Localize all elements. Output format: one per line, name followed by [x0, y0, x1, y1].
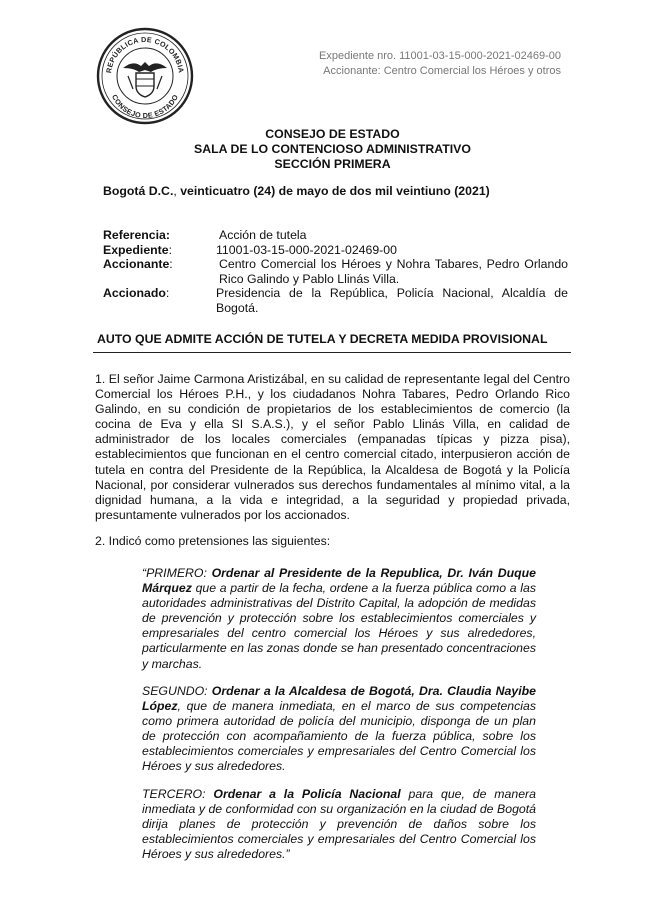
consejo-de-estado-seal-logo — [95, 26, 195, 126]
court-section: SECCIÓN PRIMERA — [274, 157, 391, 171]
expediente-value: 11001-03-15-000-2021-02469-00 — [216, 242, 397, 257]
document-date: Bogotá D.C., veinticuatro (24) de mayo de dos mil veintiuno (2021) — [103, 184, 490, 198]
paragraph-1: 1. El señor Jaime Carmona Aristizábal, en su calidad de representante legal del Centro Comercial los Héroes P.H., y los ciudadanos Nohra Tabares, Pedro Orlando Rico Galindo, en su condición de propietarios de los establecimientos de comercio (la cocina de Eva y ella SI S.A.S.), y el señor Pablo Llinás Villa, en calidad de administrador de los locales comerciales (empanadas típicas y pizza pisa), establecimientos que funcionan en el centro comercial citado, interpusieron acción de tutela en contra del Presidente de la República, la Alcaldesa de Bogotá y la Policía Nacional, por considerar vulnerados sus derechos fundamentales al mínimo vital, a la dignidad humana, a la vida e integridad, a la seguridad y propiedad privada, presuntamente vulnerados por los accionados. — [95, 372, 570, 522]
pretension-tercero — [142, 787, 536, 862]
reference-block — [103, 228, 568, 315]
segundo-bold: Ordenar a la Alcaldesa de Bogotá, Dra. Claudia Nayibe López — [142, 684, 536, 714]
tercero-bold: Ordenar a la Policía Nacional — [213, 787, 401, 801]
expediente-key: Expediente — [103, 242, 169, 257]
pretension-primero — [142, 566, 536, 672]
primero-lead: “PRIMERO: — [142, 566, 212, 580]
segundo-text: , que de manera inmediata, en el marco de sus competencias como primera autoridad de policía del municipio, disponga de un plan de protección con acompañamiento de la fuerza pública, sobre los establecimientos comerciales y empresariales del Centro Comercial los Héroes y sus alrededores. — [142, 699, 536, 774]
reference-value: Acción de tutela — [219, 228, 307, 242]
header-accionante: Accionante: Centro Comercial los Héroes y otros — [323, 65, 561, 77]
accionado-value: Presidencia de la República, Policía Nacional, Alcaldía de Bogotá. — [216, 286, 568, 315]
auto-title: AUTO QUE ADMITE ACCIÓN DE TUTELA Y DECRETA MEDIDA PROVISIONAL — [97, 332, 548, 346]
pretension-segundo — [142, 684, 536, 775]
paragraph-2: 2. Indicó como pretensiones las siguientes: — [95, 534, 331, 548]
court-name: CONSEJO DE ESTADO — [265, 127, 400, 141]
reference-row — [103, 228, 568, 243]
accionado-key-wrap — [103, 286, 216, 315]
expediente-key-wrap — [103, 243, 216, 258]
svg-text:REPÚBLICA DE COLOMBIA: REPÚBLICA DE COLOMBIA — [104, 34, 186, 74]
accionante-key: Accionante — [103, 257, 170, 271]
segundo-lead: SEGUNDO: — [142, 684, 212, 698]
court-heading — [0, 127, 665, 172]
accionante-value: Centro Comercial los Héroes y Nohra Tabares, Pedro Orlando Rico Galindo y Pablo Llinás Villa. — [219, 257, 568, 286]
accionado-key: Accionado — [103, 286, 166, 300]
accionado-row — [103, 286, 568, 315]
primero-text: que a partir de la fecha, ordene a la fuerza pública como a las autoridades administrativas del Distrito Capital, la adopción de medidas de prevención y protección sobre los establecimientos comerciales y empresariales del centro comercial los Héroes y sus alrededores, particularmente en las zonas donde se han presentado concentraciones y marchas. — [142, 581, 536, 671]
court-chamber: SALA DE LO CONTENCIOSO ADMINISTRATIVO — [194, 142, 471, 156]
accionante-colon: : — [169, 257, 173, 271]
accionante-row — [103, 257, 568, 286]
primero-bold: Ordenar al Presidente de la Republica, Dr. Iván Duque Márquez — [142, 566, 536, 596]
date-city: Bogotá D.C. — [103, 184, 174, 198]
expediente-row — [103, 243, 568, 258]
title-divider — [93, 352, 571, 353]
accionante-key-wrap — [103, 257, 216, 286]
tercero-text: para que, de manera inmediata y de conformidad con su organización en la ciudad de Bogotá dirija planes de protección y prevención de daños sobre los establecimientos comerciales y empresariales del Centro Comercial los Héroes y sus alrededores.” — [142, 787, 536, 862]
tercero-lead: TERCERO: — [142, 787, 214, 801]
document-header-info — [319, 49, 561, 79]
header-expediente: Expediente nro. 11001-03-15-000-2021-02469-00 — [319, 50, 561, 62]
expediente-colon: : — [168, 242, 173, 257]
reference-key: Referencia: — [103, 228, 170, 242]
svg-text:CONSEJO DE ESTADO: CONSEJO DE ESTADO — [110, 92, 180, 121]
date-text: veinticuatro (24) de mayo de dos mil veintiuno (2021) — [180, 184, 490, 198]
accionado-colon: : — [165, 286, 170, 300]
